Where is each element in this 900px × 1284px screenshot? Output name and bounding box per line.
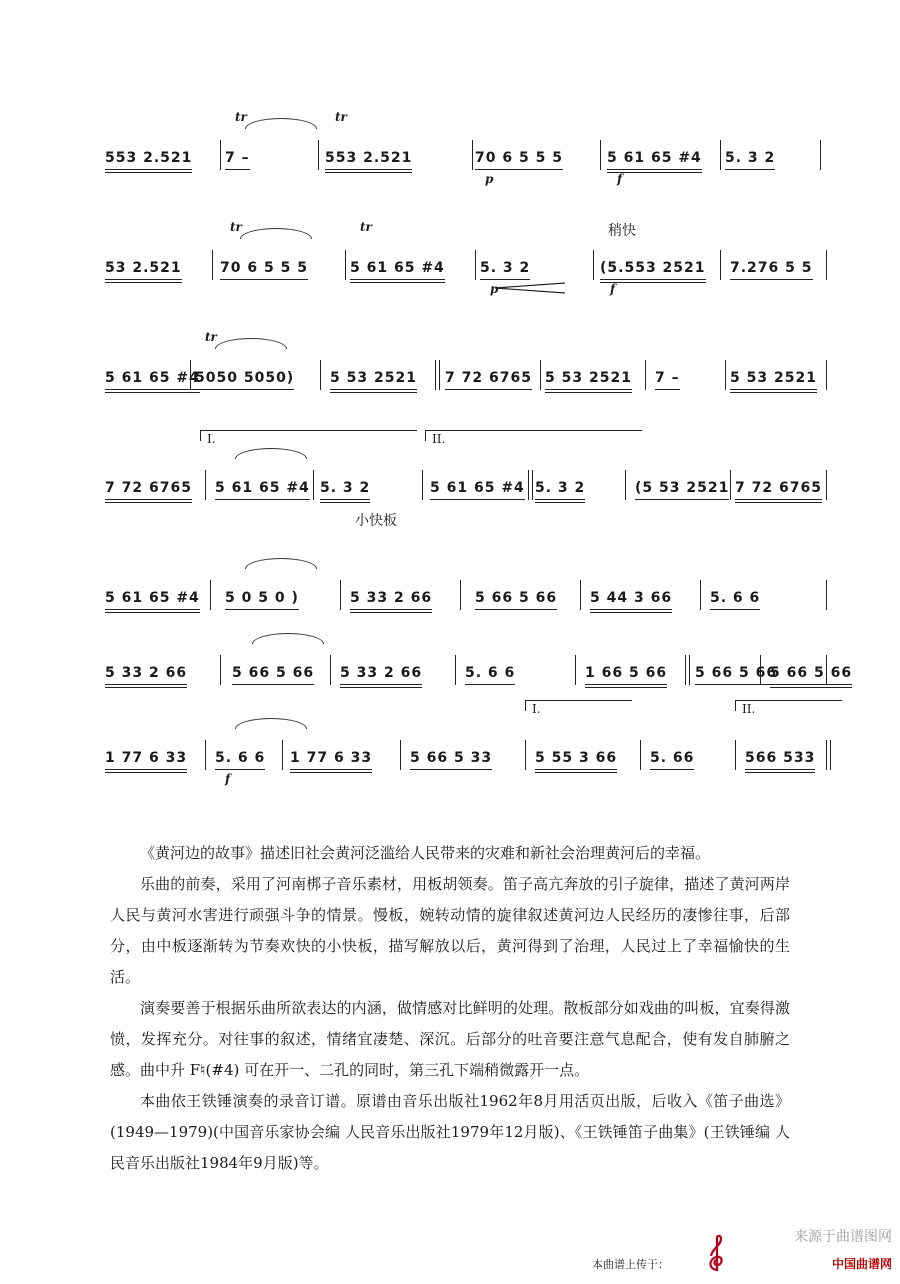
- trill-mark: tr: [230, 220, 242, 234]
- slur-mark: [245, 558, 317, 569]
- measure-notes: [735, 480, 822, 496]
- measure-text: 5 61 65 #4: [430, 480, 525, 496]
- measure-notes: [475, 590, 557, 606]
- bar-line: [725, 360, 726, 390]
- bar-line: [400, 740, 401, 770]
- beam-line: [770, 687, 852, 688]
- measure-notes: [225, 590, 299, 606]
- measure-text: 5. 3 2: [320, 480, 371, 496]
- measure-notes: [710, 590, 760, 606]
- measure-notes: [590, 590, 672, 606]
- measure-notes: [535, 750, 617, 766]
- trill-mark: tr: [205, 330, 217, 344]
- bar-line: [212, 250, 213, 280]
- beam-line: [320, 502, 370, 503]
- measure-notes: [105, 370, 200, 386]
- measure-notes: [290, 750, 372, 766]
- beam-line: [290, 769, 372, 770]
- measure-text: 5. 3 2: [535, 480, 586, 496]
- beam-line: [535, 499, 585, 500]
- beam-line: [105, 502, 192, 503]
- beam-line: [480, 279, 530, 280]
- slur-mark: [240, 228, 312, 239]
- score-system: [0, 615, 900, 695]
- beam-line: [475, 169, 563, 170]
- bar-line: [282, 740, 283, 770]
- bar-line: [826, 740, 831, 770]
- measure-notes: [330, 370, 417, 386]
- beam-line: [475, 609, 557, 610]
- slur-mark: [252, 633, 324, 644]
- beam-line: [105, 389, 200, 390]
- slur-mark: [235, 448, 307, 459]
- measure-notes: [325, 150, 412, 166]
- beam-line: [745, 772, 815, 773]
- beam-line: [430, 499, 525, 500]
- bar-line: [455, 655, 456, 685]
- measure-notes: [105, 750, 187, 766]
- measure-text: 7 72 6765: [445, 370, 532, 386]
- bar-line: [575, 655, 576, 685]
- measure-text: 5 53 2521: [330, 370, 417, 386]
- beam-line: [105, 392, 200, 393]
- beam-line: [535, 772, 617, 773]
- beam-line: [105, 172, 192, 173]
- trill-mark: tr: [360, 220, 372, 234]
- measure-notes: [105, 665, 187, 681]
- measure-notes: [350, 260, 445, 276]
- bar-line: [700, 580, 701, 610]
- bar-line: [320, 360, 321, 390]
- uploader-label: 本曲谱上传于：: [592, 1258, 669, 1271]
- bar-line: [580, 580, 581, 610]
- beam-line: [225, 609, 299, 610]
- beam-line: [105, 769, 187, 770]
- measure-text: 70 6 5 5 5: [475, 150, 563, 166]
- treble-clef-logo-icon: [702, 1234, 732, 1274]
- bar-line: [330, 655, 331, 685]
- measure-text: 7 72 6765: [735, 480, 822, 496]
- beam-line: [215, 499, 310, 500]
- score-system: [0, 700, 900, 786]
- measure-notes: [475, 150, 563, 166]
- measure-notes: [635, 480, 729, 496]
- beam-line: [105, 279, 182, 280]
- dynamic-mark: f: [225, 772, 231, 786]
- measure-text: 5 33 2 66: [340, 665, 423, 681]
- beam-line: [600, 282, 706, 283]
- measure-notes: [725, 150, 775, 166]
- beam-line: [730, 279, 813, 280]
- bar-line: [220, 140, 221, 170]
- measure-text: 5. 6 6: [710, 590, 761, 606]
- beam-line: [735, 502, 822, 503]
- slur-mark: [245, 118, 317, 129]
- bar-line: [345, 250, 346, 280]
- bar-line: [318, 140, 319, 170]
- bar-line: [760, 655, 761, 685]
- bar-line: [422, 470, 423, 500]
- volta-bracket: II.: [425, 430, 642, 441]
- bar-line: [640, 740, 641, 770]
- measure-text: 5 44 3 66: [590, 590, 673, 606]
- measure-notes: [585, 665, 667, 681]
- bar-line: [600, 140, 601, 170]
- dynamic-mark: f: [617, 172, 623, 186]
- beam-line: [535, 502, 585, 503]
- measure-text: 1 66 5 66: [585, 665, 668, 681]
- bar-line: [313, 470, 314, 500]
- beam-line: [350, 612, 432, 613]
- bar-line: [826, 250, 827, 280]
- beam-line: [585, 687, 667, 688]
- beam-line: [635, 499, 729, 500]
- score-system: [0, 430, 900, 510]
- measure-text: 5. 3 2: [480, 260, 531, 276]
- beam-line: [325, 169, 412, 170]
- measure-text: 5. 3 2: [725, 150, 776, 166]
- bar-line: [826, 655, 827, 685]
- beam-line: [330, 389, 417, 390]
- beam-line: [350, 279, 445, 280]
- beam-line: [340, 684, 422, 685]
- measure-notes: [465, 665, 515, 681]
- beam-line: [725, 169, 775, 170]
- measure-text: 1 77 6 33: [290, 750, 373, 766]
- beam-line: [105, 684, 187, 685]
- beam-line: [340, 687, 422, 688]
- measure-notes: [195, 370, 294, 386]
- beam-line: [710, 609, 760, 610]
- score-system: [0, 513, 900, 620]
- dynamic-mark: p: [490, 282, 499, 296]
- slur-mark: [215, 338, 287, 349]
- measure-notes: [535, 480, 585, 496]
- measure-notes: [340, 665, 422, 681]
- measure-notes: [105, 590, 200, 606]
- beam-line: [105, 612, 200, 613]
- measure-notes: [745, 750, 815, 766]
- bar-line: [540, 360, 541, 390]
- beam-line: [320, 499, 370, 500]
- beam-line: [730, 392, 817, 393]
- bar-line: [593, 250, 594, 280]
- measure-text: 5 61 65 #4: [105, 370, 200, 386]
- paragraph-1: 《黄河边的故事》描述旧社会黄河泛滥给人民带来的灾难和新社会治理黄河后的幸福。: [140, 844, 711, 862]
- measure-text: 5. 6 6: [465, 665, 516, 681]
- measure-text: 53 2.521: [105, 260, 182, 276]
- measure-text: 5. 66: [650, 750, 695, 766]
- crescendo-hairpin: [495, 282, 565, 294]
- measure-text: 5 0 5 0 ): [225, 590, 299, 606]
- beam-line: [590, 612, 672, 613]
- beam-line: [195, 389, 294, 390]
- score-system: [0, 210, 900, 296]
- score-system: [0, 320, 900, 400]
- measure-notes: [480, 260, 530, 276]
- beam-line: [655, 389, 680, 390]
- measure-text: 5 61 65 #4: [215, 480, 310, 496]
- measure-text: 5 53 2521: [730, 370, 817, 386]
- beam-line: [350, 282, 445, 283]
- score-system: [0, 100, 900, 186]
- measure-text: 7.276 5 5: [730, 260, 813, 276]
- measure-text: 5. 6 6: [215, 750, 266, 766]
- bar-line: [685, 655, 690, 685]
- beam-line: [535, 769, 617, 770]
- beam-line: [545, 392, 632, 393]
- bar-line: [730, 470, 731, 500]
- measure-text: 5 55 3 66: [535, 750, 618, 766]
- measure-text: (5 53 2521: [635, 480, 730, 496]
- measure-notes: [695, 665, 777, 681]
- measure-notes: [105, 480, 192, 496]
- beam-line: [410, 769, 492, 770]
- beam-line: [215, 769, 265, 770]
- measure-notes: [730, 370, 817, 386]
- beam-line: [325, 172, 412, 173]
- beam-line: [105, 282, 182, 283]
- measure-text: 5 53 2521: [545, 370, 632, 386]
- bar-line: [735, 740, 736, 770]
- bar-line: [826, 470, 827, 500]
- program-notes: [110, 838, 790, 1179]
- measure-notes: [320, 480, 370, 496]
- beam-line: [220, 279, 308, 280]
- beam-line: [465, 684, 515, 685]
- measure-text: 5 66 5 66: [695, 665, 778, 681]
- bar-line: [435, 360, 440, 390]
- bar-line: [190, 360, 191, 390]
- bar-line: [826, 580, 827, 610]
- beam-line: [105, 687, 187, 688]
- trill-mark: tr: [235, 110, 247, 124]
- measure-text: 5 61 65 #4: [607, 150, 702, 166]
- beam-line: [735, 499, 822, 500]
- bar-line: [205, 470, 206, 500]
- measure-notes: [105, 150, 192, 166]
- measure-notes: [607, 150, 702, 166]
- bar-line: [625, 470, 626, 500]
- beam-line: [730, 389, 817, 390]
- measure-text: 5 66 5 66: [232, 665, 315, 681]
- paragraph-3: 演奏要善于根据乐曲所欲表达的内涵，做情感对比鲜明的处理。散板部分如戏曲的叫板，宜奏得激愤，发挥充分。对往事的叙述，情绪宜凄楚、深沉。后部分的吐音要注意气息配合，使有发自肺腑之感。曲中升 F♮(#4) 可在开一、二孔的同时，第三孔下端稍微露开一点。: [110, 999, 790, 1079]
- beam-line: [290, 772, 372, 773]
- measure-text: 5 33 2 66: [105, 665, 188, 681]
- bar-line: [528, 470, 533, 500]
- bar-line: [525, 740, 526, 770]
- beam-line: [350, 609, 432, 610]
- measure-text: 553 2.521: [105, 150, 193, 166]
- beam-line: [607, 169, 702, 170]
- volta-bracket: I.: [525, 700, 632, 711]
- beam-line: [695, 684, 777, 685]
- measure-notes: [545, 370, 632, 386]
- measure-notes: [430, 480, 525, 496]
- measure-notes: [232, 665, 314, 681]
- measure-text: 5 61 65 #4: [105, 590, 200, 606]
- measure-text: 5 66 5 66: [475, 590, 558, 606]
- tempo-marking: 小快板: [355, 513, 397, 529]
- measure-notes: [655, 370, 680, 386]
- tempo-marking: 稍快: [608, 223, 636, 239]
- beam-line: [770, 684, 852, 685]
- bar-line: [475, 250, 476, 280]
- beam-line: [105, 499, 192, 500]
- measure-notes: [730, 260, 813, 276]
- paragraph-2: 乐曲的前奏，采用了河南梆子音乐素材，用板胡领奏。笛子高亢奔放的引子旋律，描述了黄河两岸人民与黄河水害进行顽强斗争的情景。慢板，婉转动情的旋律叙述黄河边人民经历的凄惨往事，后部分，由中板逐渐转为节奏欢快的小快板，描写解放以后，黄河得到了治理，人民过上了幸福愉快的生活。: [110, 875, 790, 986]
- beam-line: [105, 609, 200, 610]
- measure-notes: [350, 590, 432, 606]
- measure-notes: [600, 260, 706, 276]
- measure-notes: [770, 665, 852, 681]
- bar-line: [826, 360, 827, 390]
- measure-text: 553 2.521: [325, 150, 413, 166]
- bar-line: [472, 140, 473, 170]
- measure-notes: [220, 260, 308, 276]
- measure-text: 566 533: [745, 750, 816, 766]
- dynamic-mark: f: [610, 282, 616, 296]
- beam-line: [105, 169, 192, 170]
- measure-notes: [105, 260, 182, 276]
- beam-line: [445, 389, 532, 390]
- bar-line: [720, 250, 721, 280]
- beam-line: [590, 609, 672, 610]
- measure-text: 7 –: [225, 150, 250, 166]
- measure-notes: [215, 480, 310, 496]
- beam-line: [650, 769, 694, 770]
- watermark-footer: [592, 1226, 892, 1276]
- beam-line: [330, 392, 417, 393]
- volta-bracket: II.: [735, 700, 842, 711]
- measure-text: 70 6 5 5 5: [220, 260, 308, 276]
- measure-text: 5050 5050): [195, 370, 295, 386]
- bar-line: [220, 655, 221, 685]
- beam-line: [232, 684, 314, 685]
- bar-line: [210, 580, 211, 610]
- trill-mark: tr: [335, 110, 347, 124]
- bar-line: [820, 140, 821, 170]
- measure-text: 5 61 65 #4: [350, 260, 445, 276]
- beam-line: [745, 769, 815, 770]
- measure-text: 5 66 5 66: [770, 665, 853, 681]
- measure-text: 7 72 6765: [105, 480, 192, 496]
- beam-line: [225, 169, 250, 170]
- measure-notes: [650, 750, 694, 766]
- beam-line: [545, 389, 632, 390]
- measure-text: 1 77 6 33: [105, 750, 188, 766]
- bar-line: [205, 740, 206, 770]
- dynamic-mark: p: [485, 172, 494, 186]
- measure-notes: [445, 370, 532, 386]
- measure-text: (5.553 2521: [600, 260, 706, 276]
- source-watermark: 来源于曲谱图网: [794, 1229, 892, 1245]
- measure-text: 7 –: [655, 370, 680, 386]
- measure-text: 5 66 5 33: [410, 750, 493, 766]
- measure-text: 5 33 2 66: [350, 590, 433, 606]
- measure-notes: [410, 750, 492, 766]
- slur-mark: [235, 718, 307, 729]
- paragraph-4: 本曲依王铁锤演奏的录音订谱。原谱由音乐出版社1962年8月用活页出版，后收入《笛子曲选》(1949—1979)(中国音乐家协会编 人民音乐出版社1979年12月版)、《王铁锤笛子曲集》(王铁锤编 人民音乐出版社1984年9月版)等。: [110, 1092, 790, 1172]
- site-logo-text: 中国曲谱网: [831, 1257, 892, 1271]
- bar-line: [645, 360, 646, 390]
- measure-notes: [215, 750, 265, 766]
- beam-line: [600, 279, 706, 280]
- bar-line: [460, 580, 461, 610]
- beam-line: [585, 684, 667, 685]
- beam-line: [105, 772, 187, 773]
- measure-notes: [225, 150, 250, 166]
- volta-bracket: I.: [200, 430, 417, 441]
- bar-line: [340, 580, 341, 610]
- bar-line: [720, 140, 721, 170]
